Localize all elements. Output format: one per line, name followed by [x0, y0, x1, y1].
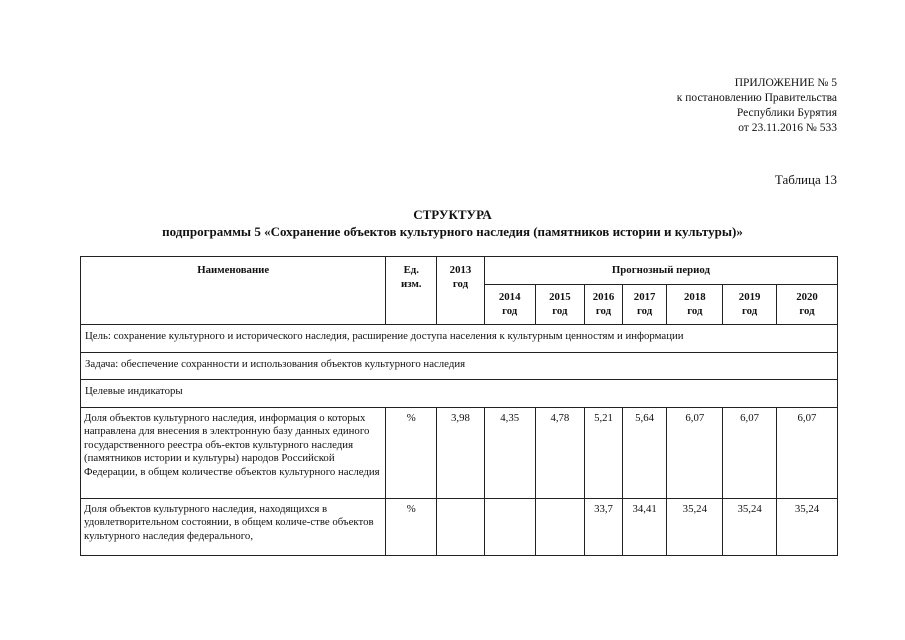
value-2014: 4,35 [484, 407, 535, 498]
header-unit-line2: изм. [401, 277, 422, 290]
header-year-2020 [776, 285, 837, 325]
value-2019: 35,24 [723, 498, 777, 555]
appendix-resolution: к постановлению Правительства [676, 92, 837, 104]
year-number: 2020 [796, 291, 818, 304]
year-word: год [502, 304, 518, 317]
value-2015: 4,78 [535, 407, 585, 498]
indicator-name: Доля объектов культурного наследия, информация о которых направлена для внесения в электронную базу данных единого государственного реестра объ-ектов культурного наследия (памятников истории и культуры) народов Российской Федерации, в общем количестве объектов культурного наследия [81, 407, 386, 498]
structure-table [80, 256, 838, 556]
year-number: 2016 [592, 291, 615, 304]
goal-cell: Цель: сохранение культурного и исторического наследия, расширение доступа населения к культурным ценностям и информации [81, 325, 838, 353]
header-year-2014 [484, 285, 535, 325]
indicator-unit: % [386, 407, 437, 498]
header-unit [386, 257, 437, 325]
table-header-row [81, 257, 838, 285]
value-2015 [535, 498, 585, 555]
value-2020: 35,24 [776, 498, 837, 555]
appendix-block [677, 76, 837, 136]
table-row [81, 498, 838, 555]
header-base-year-word: год [452, 277, 469, 290]
task-cell: Задача: обеспечение сохранности и использования объектов культурного наследия [81, 352, 838, 380]
indicator-unit: % [386, 498, 437, 555]
goal-row [81, 325, 838, 353]
value-2013: 3,98 [437, 407, 485, 498]
year-word: год [687, 304, 703, 317]
year-word: год [799, 304, 815, 317]
header-year-2017 [622, 285, 667, 325]
value-2017: 5,64 [622, 407, 667, 498]
value-2018: 35,24 [667, 498, 723, 555]
header-year-2015 [535, 285, 585, 325]
task-row [81, 352, 838, 380]
value-2013 [437, 498, 485, 555]
year-number: 2019 [738, 291, 761, 304]
appendix-date: от 23.11.2016 № 533 [738, 122, 837, 134]
table-number: Таблица 13 [774, 172, 837, 187]
year-word: год [552, 304, 568, 317]
year-word: год [742, 304, 758, 317]
value-2014 [484, 498, 535, 555]
value-2017: 34,41 [622, 498, 667, 555]
header-unit-line1: Ед. [403, 264, 419, 276]
header-year-2019 [723, 285, 777, 325]
header-forecast-period: Прогнозный период [484, 257, 837, 285]
title-structure: СТРУКТУРА [413, 207, 492, 222]
value-2016: 33,7 [585, 498, 623, 555]
header-base-year [437, 257, 485, 325]
year-word: год [595, 304, 612, 317]
indicators-cell: Целевые индикаторы [81, 380, 838, 408]
document-title [0, 206, 905, 240]
header-name: Наименование [81, 257, 386, 325]
value-2018: 6,07 [667, 407, 723, 498]
value-2019: 6,07 [723, 407, 777, 498]
header-base-year-number: 2013 [449, 264, 472, 276]
indicators-row [81, 380, 838, 408]
table-row [81, 407, 838, 498]
value-2020: 6,07 [776, 407, 837, 498]
year-word: год [637, 304, 653, 317]
title-subprogram: подпрограммы 5 «Сохранение объектов культурного наследия (памятников истории и культуры)» [162, 224, 743, 239]
indicator-name: Доля объектов культурного наследия, находящихся в удовлетворительном состоянии, в общем количе-стве объектов культурного наследия федерального, [81, 498, 386, 555]
appendix-title: ПРИЛОЖЕНИЕ № 5 [734, 77, 837, 89]
year-number: 2018 [684, 291, 706, 304]
header-year-2016 [585, 285, 623, 325]
header-year-2018 [667, 285, 723, 325]
year-number: 2017 [633, 291, 656, 304]
value-2016: 5,21 [585, 407, 623, 498]
appendix-republic: Республики Бурятия [736, 107, 837, 119]
year-number: 2015 [549, 291, 571, 304]
year-number: 2014 [498, 291, 521, 304]
